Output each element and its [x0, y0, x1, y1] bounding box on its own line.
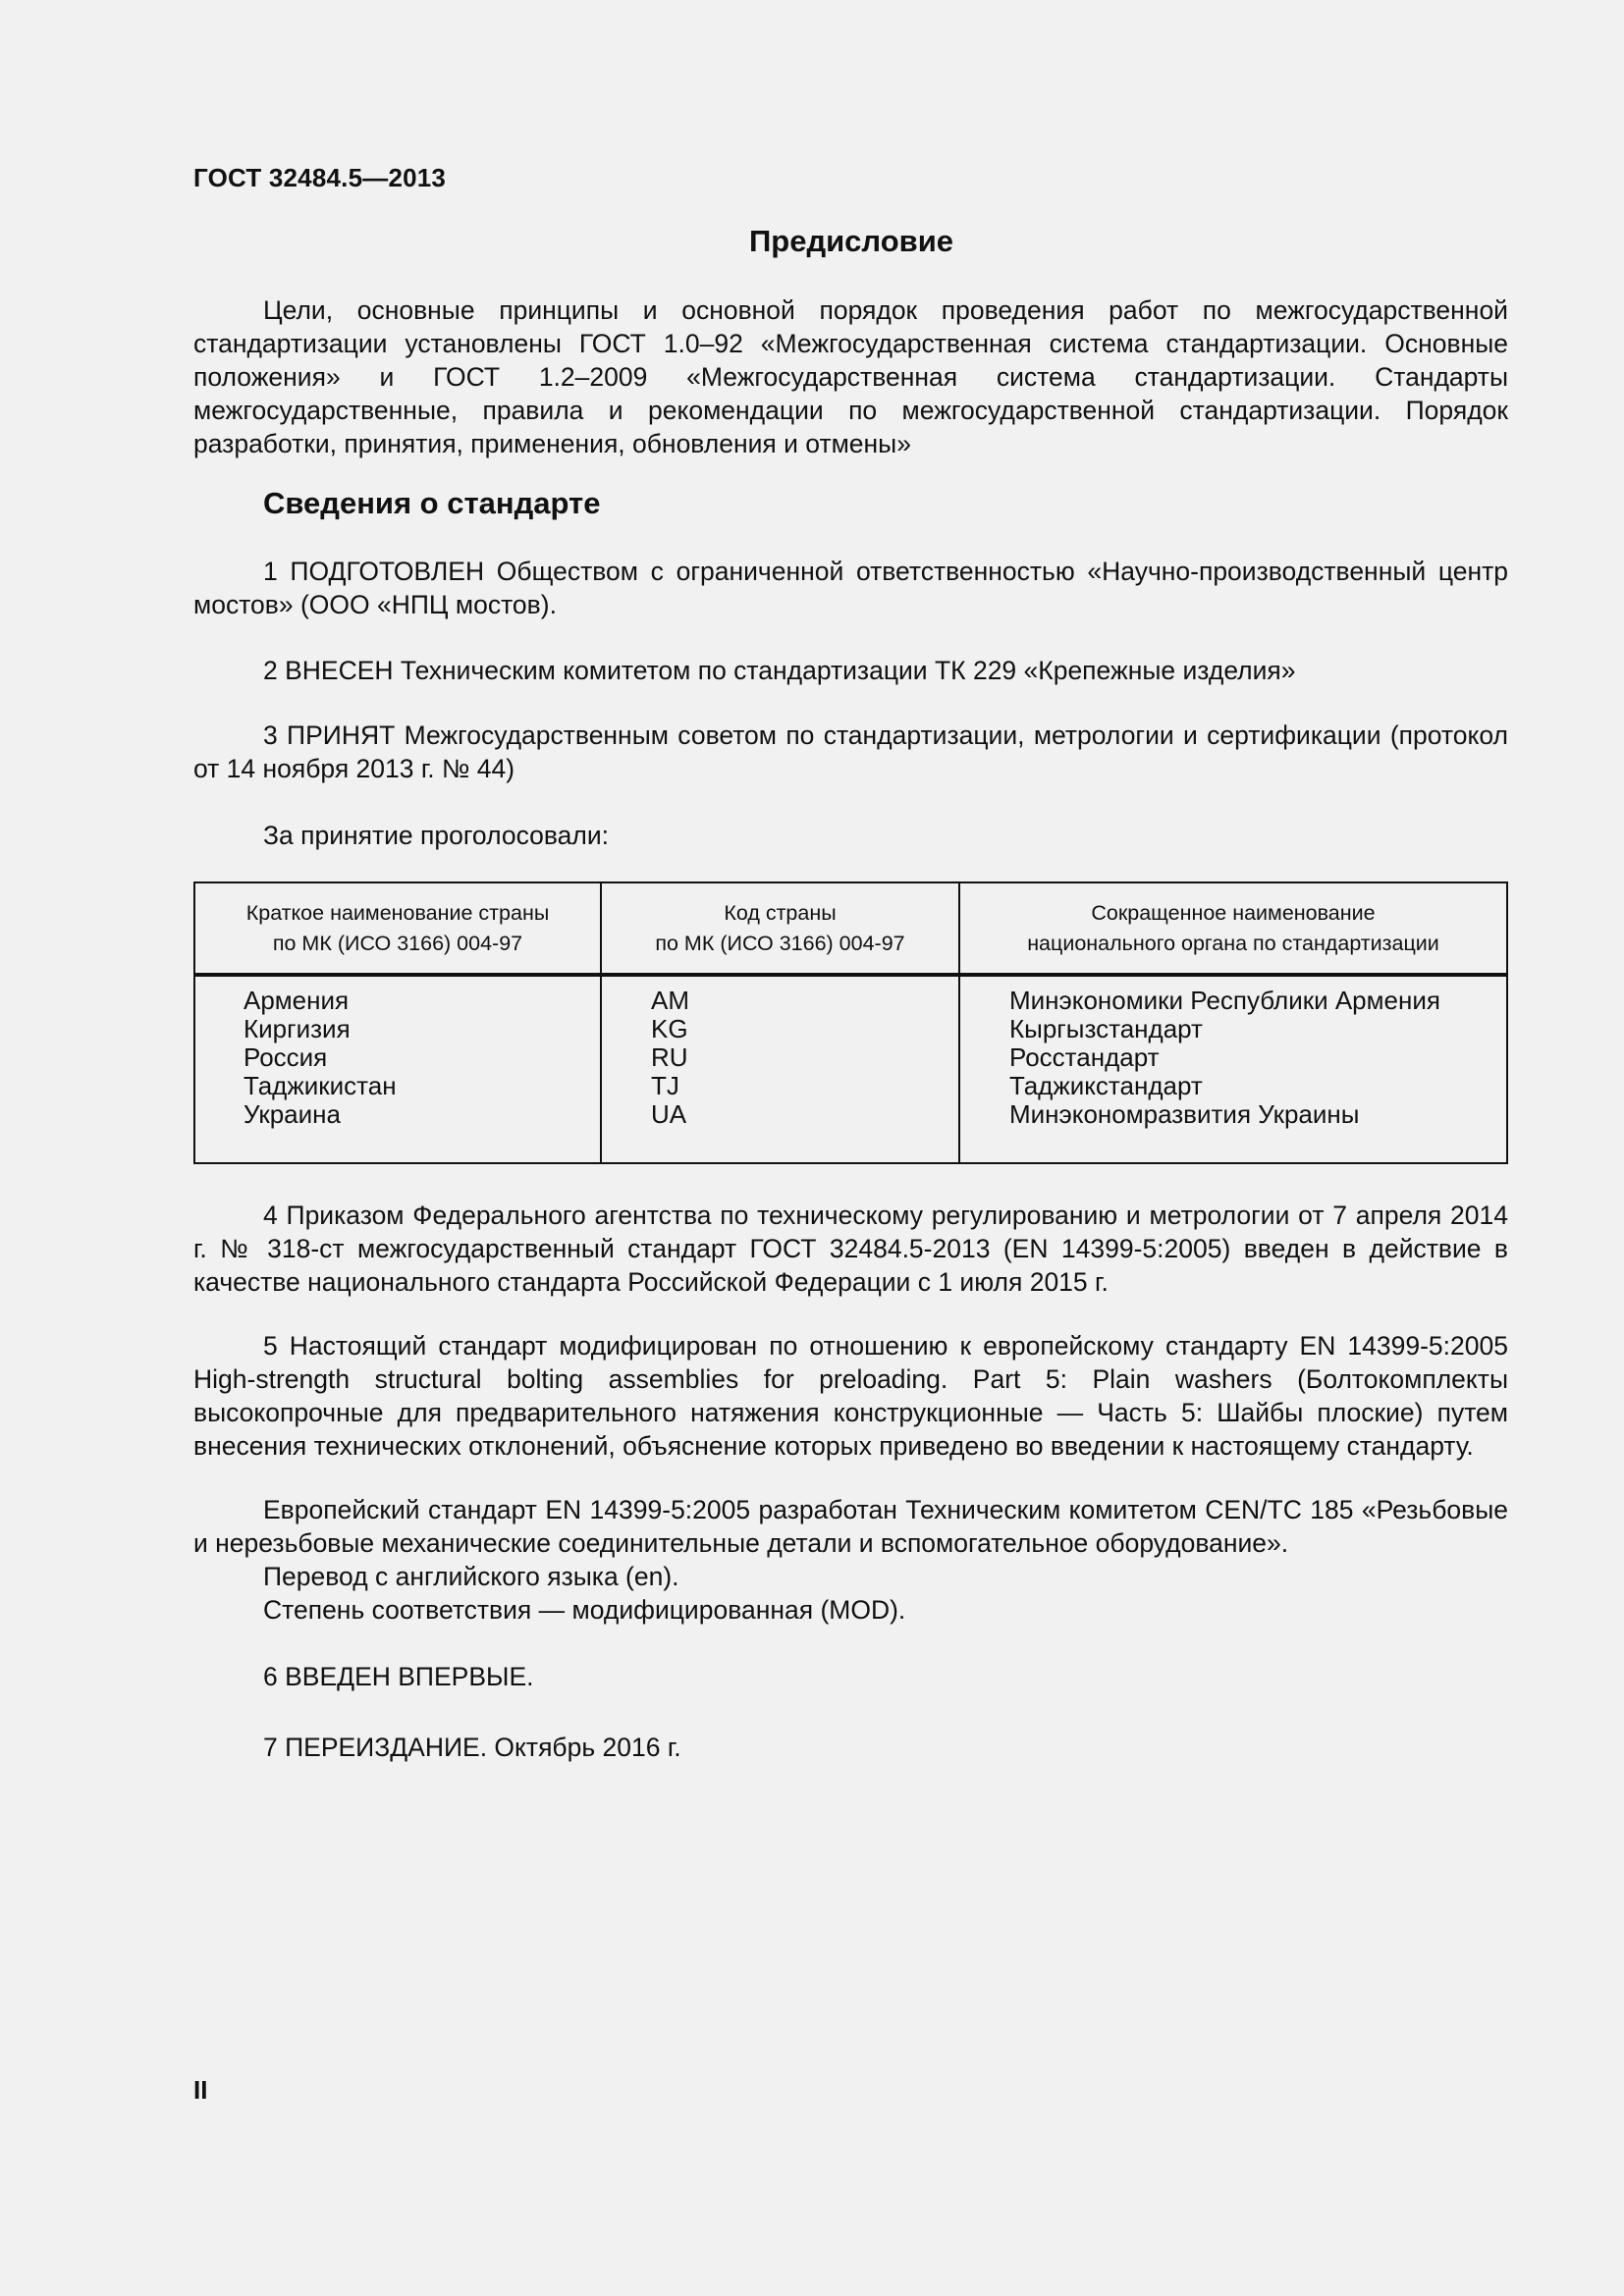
country-code: TJ [651, 1071, 679, 1100]
header-line: Краткое наименование страны [245, 900, 550, 925]
table-header-code [601, 882, 959, 975]
national-body: Росстандарт [1009, 1042, 1160, 1072]
header-line: Сокращенное наименование [1091, 900, 1376, 925]
info-item-5-translation: Перевод с английского языка (en). [263, 1562, 679, 1591]
preface-paragraph: Цели, основные принципы и основной порядок проведения работ по межгосударственной стандартизации установлены ГОСТ 1.0–92 «Межгосударственная система стандартизации. Основные положения» и ГОСТ 1.2–2009 «Межгосударственная система стандартизации. Стандарты межгосударственные, правила и рекомендации по межгосударственной стандартизации. Порядок разработки, принятия, применения, обновления и отмены» [193, 295, 1508, 458]
country-name: Украина [244, 1099, 341, 1129]
table-header-body [959, 882, 1507, 975]
info-item-4: 4 Приказом Федерального агентства по техническому регулированию и метрологии от 7 апреля 2014 г. № 318-ст межгосударственный стандарт ГОСТ 32484.5-2013 (EN 14399-5:2005) введен в действие в качестве национального стандарта Российской Федерации с 1 июля 2015 г. [193, 1201, 1508, 1297]
country-names-cell [194, 975, 601, 1163]
preface-title: Предисловие [748, 224, 953, 258]
header-line: национального органа по стандартизации [1027, 931, 1439, 955]
national-body: Минэкономики Республики Армения [1009, 986, 1440, 1015]
table-body-row [194, 975, 1507, 1163]
info-item-2: 2 ВНЕСЕН Техническим комитетом по стандартизации ТК 229 «Крепежные изделия» [263, 656, 1296, 685]
national-body: Кыргызстандарт [1009, 1014, 1203, 1043]
info-item-5-degree: Степень соответствия — модифицированная (MOD). [263, 1595, 906, 1625]
national-bodies-cell [959, 975, 1507, 1163]
standard-info-title: Сведения о стандарте [263, 486, 601, 520]
info-item-7: 7 ПЕРЕИЗДАНИЕ. Октябрь 2016 г. [263, 1733, 681, 1762]
country-code: UA [651, 1099, 687, 1129]
header-line: по МК (ИСО 3166) 004-97 [655, 931, 905, 955]
country-name: Россия [244, 1042, 328, 1072]
national-body: Минэкономразвития Украины [1009, 1099, 1360, 1129]
country-name: Киргизия [244, 1014, 351, 1043]
national-body: Таджикстандарт [1009, 1071, 1203, 1100]
table-header-row [194, 882, 1507, 975]
page-number: II [193, 2075, 208, 2105]
country-code: KG [651, 1014, 688, 1043]
header-line: Код страны [724, 900, 837, 925]
document-id-header: ГОСТ 32484.5—2013 [193, 163, 447, 192]
info-item-5: 5 Настоящий стандарт модифицирован по отношению к европейскому стандарту EN 14399-5:2005 High-strength structural bolting assemblies for preloading. Part 5: Plain washers (Болтокомплекты высокопрочные для предварительного натяжения конструкционные — Часть 5: Шайбы плоские) путем внесения технических отклонений, объяснение которых приведено во введении к настоящему стандарту. [193, 1331, 1508, 1461]
country-name: Армения [244, 986, 350, 1015]
country-name: Таджикистан [244, 1071, 397, 1100]
header-line: по МК (ИСО 3166) 004-97 [272, 931, 523, 955]
voted-label: За принятие проголосовали: [263, 821, 610, 850]
info-item-1: 1 ПОДГОТОВЛЕН Обществом с ограниченной ответственностью «Научно-производственный центр мостов» (ООО «НПЦ мостов). [193, 557, 1508, 619]
info-item-5-european: Европейский стандарт EN 14399-5:2005 разработан Техническим комитетом CEN/TC 185 «Резьбовые и нерезьбовые механические соединительные детали и вспомогательное оборудование». [193, 1495, 1508, 1558]
country-code: RU [651, 1042, 688, 1072]
info-item-3: 3 ПРИНЯТ Межгосударственным советом по стандартизации, метрологии и сертификации (протокол от 14 ноября 2013 г. № 44) [193, 721, 1508, 783]
country-code: AM [651, 986, 689, 1015]
table-header-country [194, 882, 601, 975]
info-item-6: 6 ВВЕДЕН ВПЕРВЫЕ. [263, 1662, 534, 1691]
country-codes-cell [601, 975, 959, 1163]
voting-countries-table [193, 881, 1508, 1164]
